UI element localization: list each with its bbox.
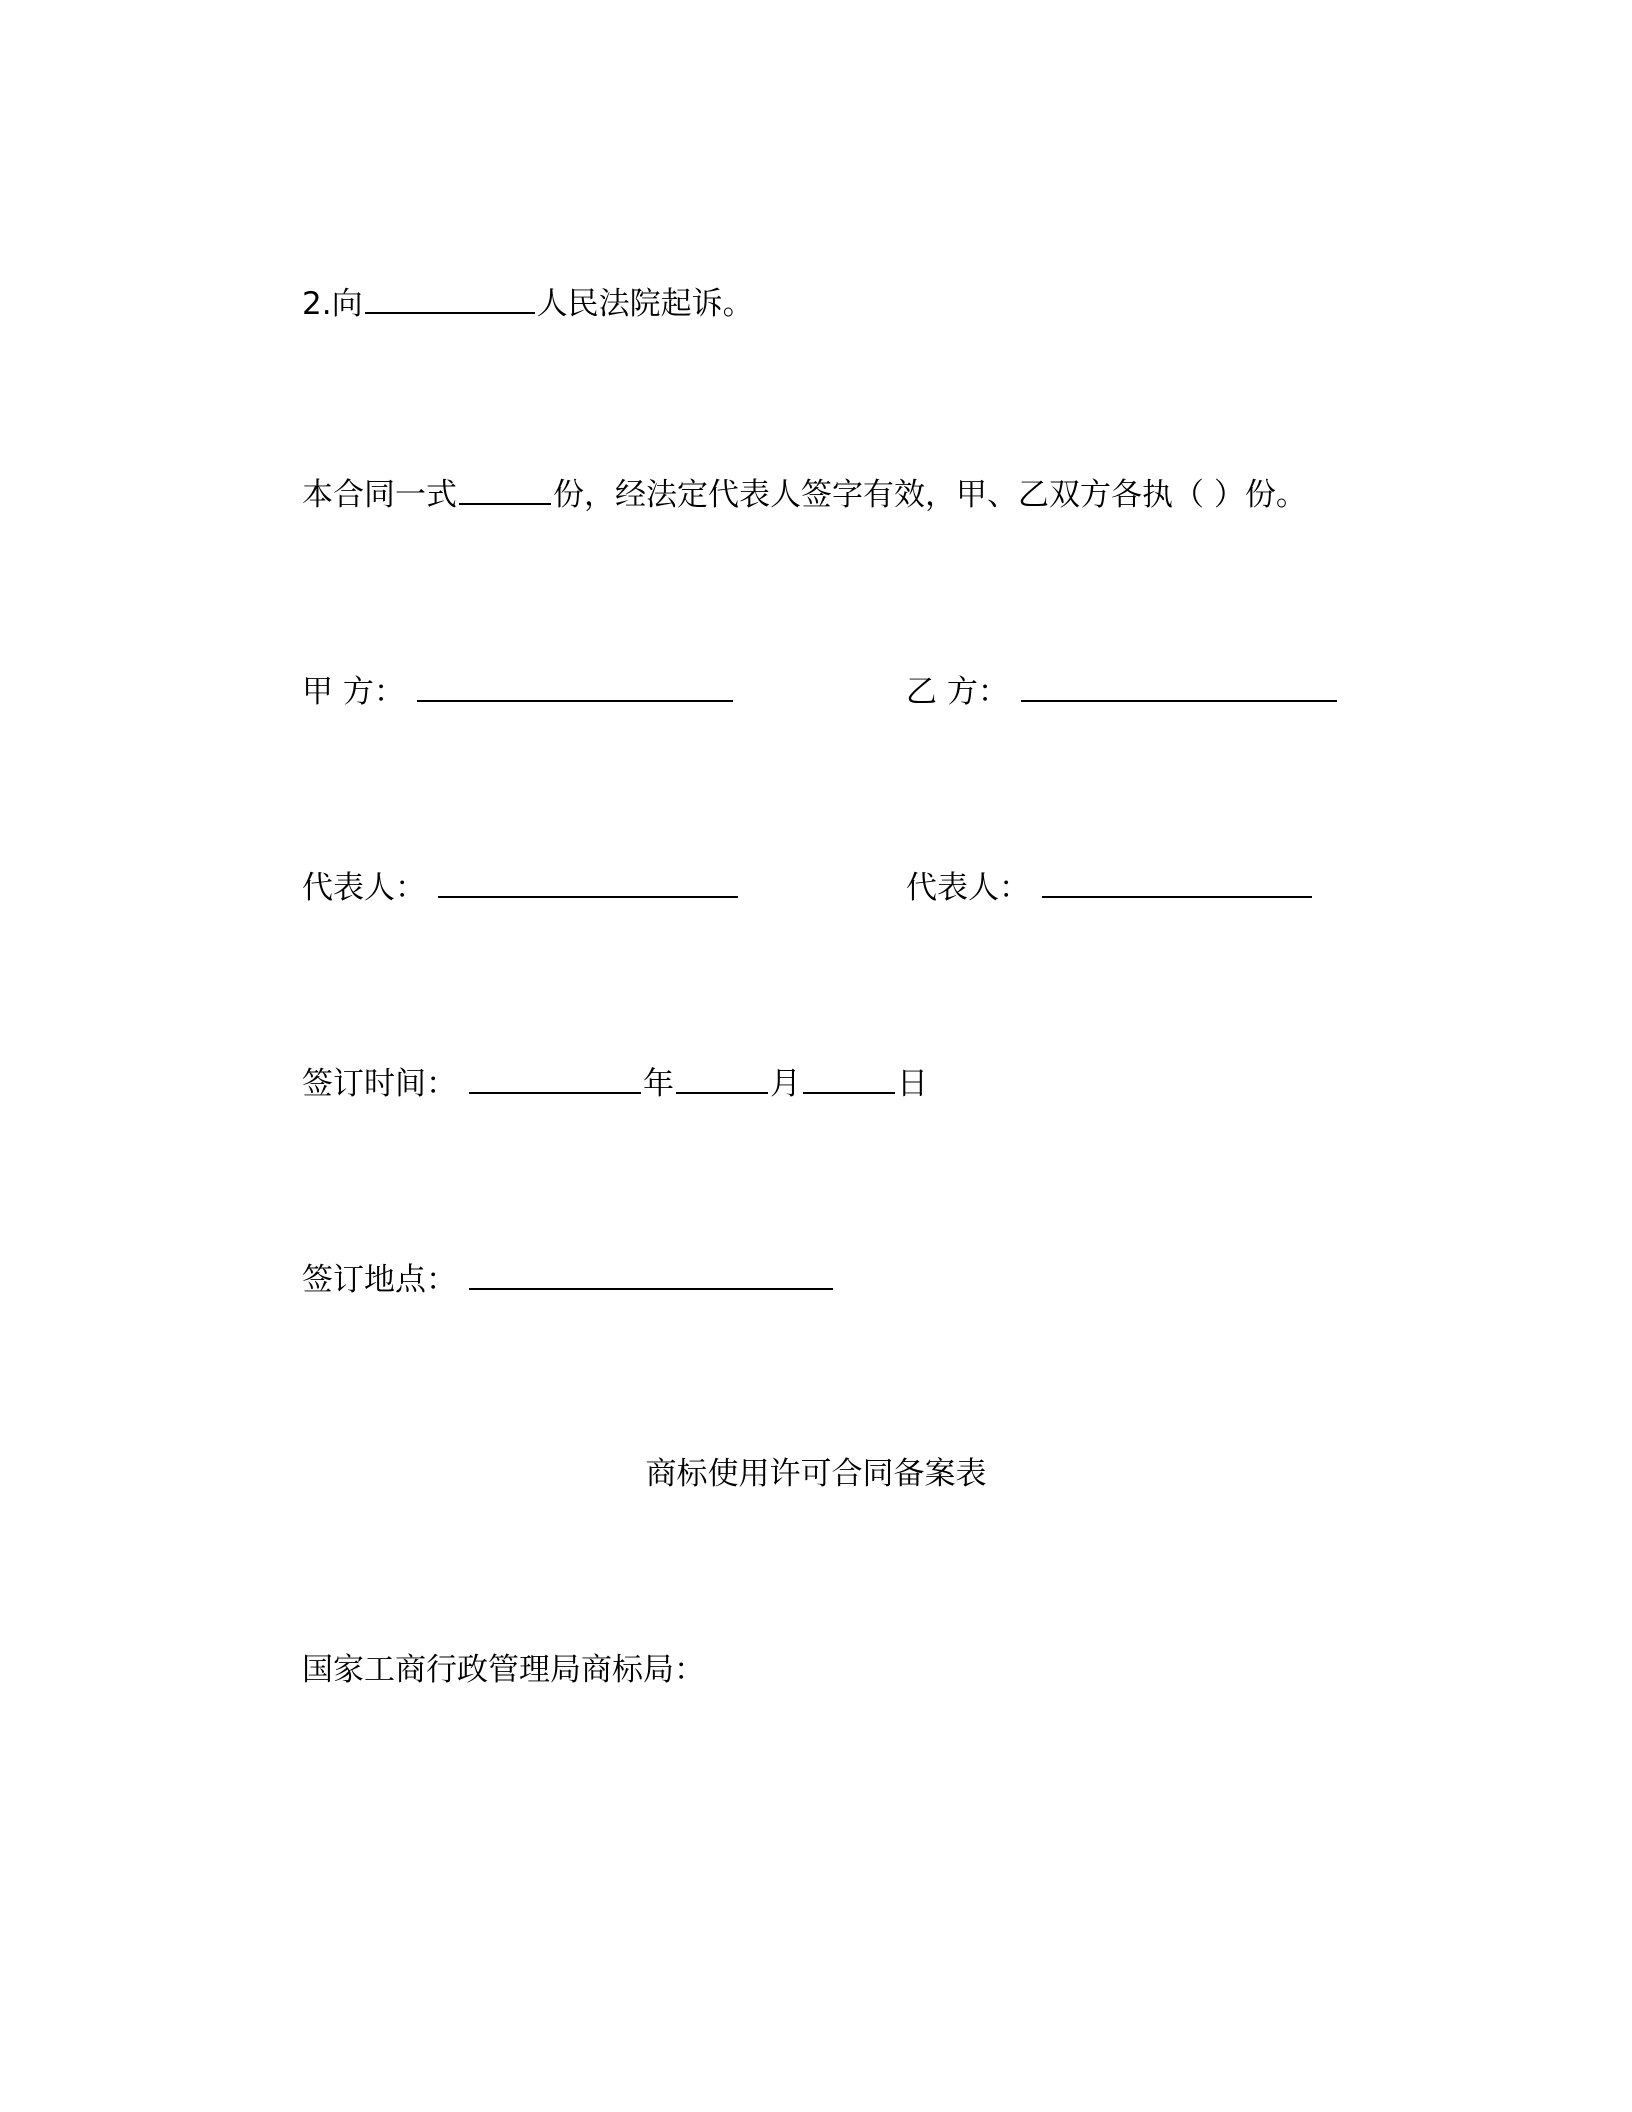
copies-count-blank[interactable] <box>459 473 551 505</box>
rep-b-blank[interactable] <box>1042 866 1312 898</box>
sign-month-unit: 月 <box>770 1066 801 1102</box>
rep-b-row <box>906 866 1314 908</box>
party-b-row <box>906 670 1339 712</box>
court-clause <box>302 282 754 324</box>
copies-clause-prefix: 本合同一式 <box>302 477 457 513</box>
addressee: 国家工商行政管理局商标局： <box>302 1652 705 1688</box>
party-b-label: 乙 方： <box>906 674 1009 710</box>
court-name-blank[interactable] <box>365 282 535 314</box>
copies-clause-suffix: 份，经法定代表人签字有效，甲、乙双方各执（ ）份。 <box>553 477 1307 513</box>
sign-date-row <box>302 1062 928 1104</box>
party-a-row <box>302 670 735 712</box>
court-clause-prefix: 2.向 <box>302 286 363 322</box>
sign-place-label: 签订地点： <box>302 1262 457 1298</box>
rep-a-blank[interactable] <box>438 866 738 898</box>
form-title: 商标使用许可合同备案表 <box>645 1456 987 1492</box>
rep-a-label: 代表人： <box>302 870 426 906</box>
rep-b-label: 代表人： <box>906 870 1030 906</box>
court-clause-suffix: 人民法院起诉。 <box>536 286 754 322</box>
sign-year-unit: 年 <box>643 1066 674 1102</box>
party-b-blank[interactable] <box>1021 670 1337 702</box>
party-a-blank[interactable] <box>417 670 733 702</box>
party-a-label: 甲 方： <box>302 674 405 710</box>
copies-clause <box>302 473 1307 515</box>
sign-place-blank[interactable] <box>469 1258 833 1290</box>
sign-month-blank[interactable] <box>676 1062 768 1094</box>
sign-date-label: 签订时间： <box>302 1066 457 1102</box>
rep-a-row <box>302 866 740 908</box>
sign-place-row <box>302 1258 835 1300</box>
sign-year-blank[interactable] <box>469 1062 641 1094</box>
sign-day-blank[interactable] <box>803 1062 895 1094</box>
sign-day-unit: 日 <box>897 1066 928 1102</box>
